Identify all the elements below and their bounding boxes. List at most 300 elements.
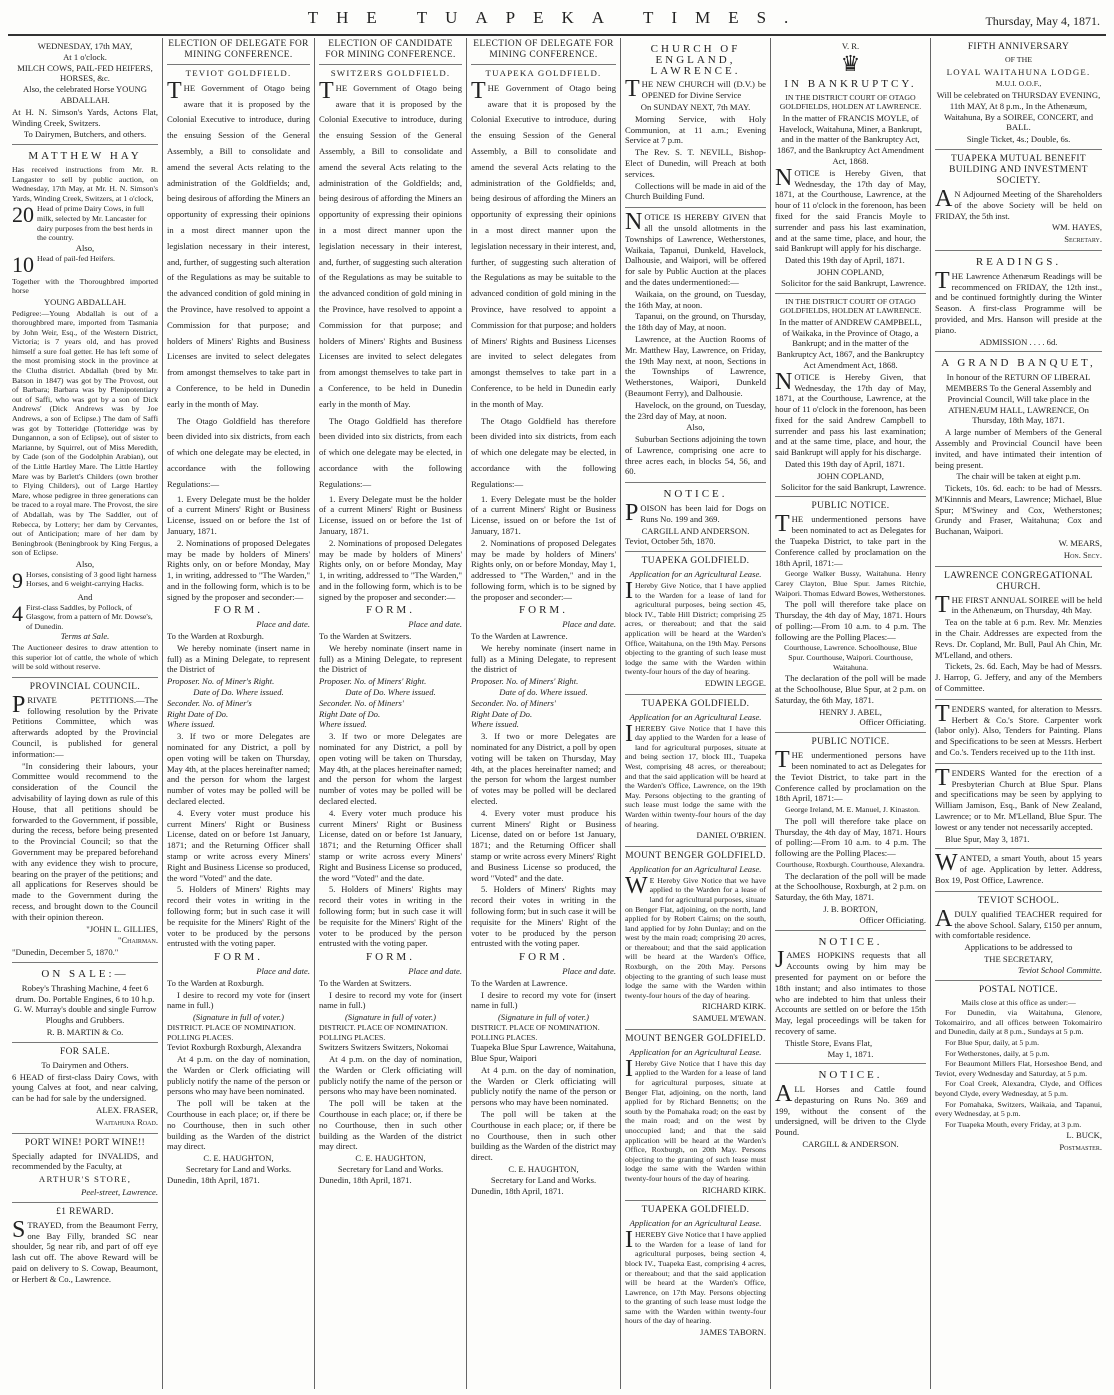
auction-lots: MILCH COWS, PAIL-FED HEIFERS, HORSES, &c. — [17, 62, 153, 84]
signature-title: Teviot School Committe. — [1018, 964, 1102, 975]
ticket-info: Tickets, 2s. 6d. Each, May be had of Messrs. J. Harrop, G. Jeffery, and any of the Members of Committee. — [935, 661, 1102, 694]
signature-title: Officer Officiating. — [859, 914, 926, 925]
notice-text: JAMES HOPKINS requests that all Accounts owing by him may be presented for payment on or before the 18th instant; and also intimates to those who are indebted to him that unless their Accounts are settled on or before the 15th May, legal proceedings will be taken for recovery of same. — [775, 947, 926, 1036]
form-date: Date of Do. Where issued. — [345, 687, 436, 698]
ad-text: Mails close at this office as under:— — [961, 997, 1076, 1007]
store-name: ARTHUR'S STORE, — [38, 1174, 132, 1185]
lot-cows — [12, 204, 158, 242]
sale-lawrence: Lawrence, at the Auction Rooms of Mr. Matthew Hay, Lawrence, on Friday, the 19th May next, at noon, Sections in the Townships of Lawrence, Wetherstones, Waipori, Dunkeld (Beaumont Ferry), and Dalhousie. — [625, 333, 766, 398]
mail-schedule: For Coal Creek, Alexandra, Clyde, and Offices beyond Clyde, every Wednesday, at 5 p.m. — [935, 1079, 1102, 1098]
signature-title: Solicitor for the said Bankrupt, Lawrence. — [781, 481, 926, 492]
form-record: I desire to record my vote for (insert name in full.) — [471, 989, 616, 1011]
regulation-2: 2. Nominations of proposed Delegates may be made by holders of Miners' Rights only, on or before Monday, May 1, addressed to "The Warden," and in the following form, which is to be signed by the proposer and seconder:— — [471, 537, 616, 602]
church-services: Morning Service, with Holy Communion, at 11 a.m.; Evening Service at 7 p.m. — [625, 113, 766, 146]
auction-notice — [12, 38, 158, 145]
church-date: On SUNDAY NEXT, 7th MAY. — [640, 101, 751, 112]
notice-sub: Application for an Agricultural Lease. — [629, 863, 762, 874]
notice-date: "Dunedin, December 5, 1870." — [12, 947, 119, 958]
notice-heading: NOTICE. — [818, 1069, 883, 1082]
column-4 — [466, 38, 620, 1389]
ad-heading: ON SALE:— — [41, 968, 129, 981]
form-proposer: Proposer. No. of Miner's Right. — [167, 676, 275, 687]
signature-title: Hon. Secy. — [1063, 549, 1102, 560]
ad-heading: PORT WINE! PORT WINE!! — [24, 1137, 146, 1148]
notice-date: Teviot, October 5th, 1870. — [625, 536, 716, 547]
signature: JAMES TABORN. — [699, 1327, 766, 1338]
regulation-2: 2. Nominations of proposed Delegates may be made by holders of Miners' Rights only, on or before Monday, May 1, in writing, addressed to "The Warden," and in the following form, which is to be signed by the proposer and seconder:— — [319, 537, 462, 602]
columns — [8, 38, 1106, 1389]
horse-intro: Together with the Thoroughbred imported horse — [12, 276, 158, 296]
signature: JOHN COPLAND, — [817, 470, 884, 481]
notice-heading: ELECTION OF DELEGATE FOR MINING CONFERENCE. — [473, 39, 614, 60]
polling-places: Courthouse, Lawrence. Schoolhouse, Blue Spur. Courthouse, Waipori. Courthouse, Waitahuna. — [784, 643, 917, 672]
lot-number: 9 — [12, 567, 23, 593]
declaration: The declaration of the poll will be made at the Schoolhouse, Blue Spur, at 2 p.m. on Saturday, the 6th May, 1871. — [775, 673, 926, 705]
notice-text: NOTICE is Hereby Given, that Wednesday, the 17th day of May, 1871, at the Courthouse, Lawrence, at the hour of 11 o'clock in the forenoon, has been fixed for the said Andrew Campbell to surrender and pass his last examination; and at the same time, place, and hour, the said Bankrupt will apply for his discharge. — [775, 368, 926, 458]
lot-number: 10 — [12, 251, 34, 277]
signature-title: Solicitor for the said Bankrupt, Lawrence. — [781, 277, 926, 288]
ad-heading: TUAPEKA MUTUAL BENEFIT BUILDING AND INVESTMENT SOCIETY. — [949, 153, 1088, 186]
auction-audience: To Dairymen, Butchers, and others. — [23, 129, 147, 140]
column-7 — [930, 38, 1106, 1389]
form-signature: (Signature in full of voter.) — [344, 1012, 437, 1023]
form-seconder: Seconder. No. of Miners' — [319, 697, 404, 708]
polling-table-row: Switzers Switzers Switzers, Nokomai — [319, 1042, 449, 1053]
notice-text: THE undermentioned persons have been nominated to act as Delegates for the Tuapeka District, to take part in the Conference called by proclamation on the 18th April, 1871:— — [775, 511, 926, 568]
hopkins-notice — [775, 931, 926, 1065]
form-place: Place and date. — [256, 619, 310, 630]
lot-heifers — [12, 251, 158, 277]
ad-heading: LAWRENCE CONGREGATIONAL CHURCH. — [944, 570, 1093, 592]
form-place: Place and date. — [562, 965, 616, 976]
signature: RICHARD KIRK. — [702, 1001, 766, 1012]
auction-instructions: Has received instructions from Mr. R. Langaster to sell by public auction, on Wednesday, 17th May, at Mr. H. N. Simson's Yards, Winding Creek, Switzers, at 1 o'clock, — [12, 164, 158, 203]
poison-notice — [625, 483, 766, 552]
column-2 — [162, 38, 314, 1389]
chair-time: The chair will be taken at eight p.m. — [956, 471, 1081, 482]
signature: "JOHN L. GILLIES, — [86, 923, 158, 934]
ad-text-2: A large number of Members of the General Assembly and Provincial Council have been invited, and have intimated their intention of being present. — [935, 427, 1102, 470]
signature-title: Officer Officiating. — [859, 717, 926, 728]
ad-text: Robey's Thrashing Machine, 4 feet 6 drum. Do. Portable Engines, 6 to 10 h.p. G. W. Murray's double and single Furrow Ploughs and Grubbers. — [13, 982, 157, 1026]
ad-text: TENDERS wanted, for alteration to Messrs. Herbert & Co.'s Store. Carpenter work (labor only). Also, Tenders for Painting. Plans and Specifications to be seen at Messrs. Herbert and Co.'s. Tenders received up to the 11th inst. — [935, 700, 1102, 758]
bankruptcy-campbell — [775, 294, 926, 498]
notice-heading: NOTICE. — [818, 935, 883, 948]
nomination-notice: At 4 p.m. on the day of nomination, the Warden or Clerk officiating will publicly notify the name of the person or persons who may have been nominated. — [167, 1053, 310, 1097]
lot-description: Head of prime Dairy Cows, in full milk, selected by Mr. Lancaster for dairy purposes from the best herds in the country. — [37, 204, 153, 243]
column-3 — [314, 38, 466, 1389]
port-wine-ad — [12, 1134, 158, 1203]
auction-location: At H. N. Simson's Yards, Actons Flat, Winding Creek, Switzers. — [12, 106, 158, 128]
matter: In the matter of ANDREW CAMPBELL, of Waikaka, in the Province of Otago, a Bankrupt; and in the matter of the Bankruptcy Act, 1867, and the Bankruptcy Act Amendment Act, 1868. — [776, 316, 925, 370]
nomination-notice: At 4 p.m. on the day of nomination, the Warden or Clerk officiating will publicly notify the name of the person or persons who may have been nominated. — [319, 1053, 462, 1097]
notice-date: May 1, 1871. — [827, 1048, 874, 1059]
signature-2: SAMUEL M'EWAN. — [692, 1013, 766, 1024]
poll-notice: The poll will be taken at the Courthouse in each place; or, if there be no Courthouse, then in such other building as the Warden of the district may direct. — [471, 1108, 616, 1163]
notice-text: POISON has been laid for Dogs on Runs No. 199 and 369. — [625, 500, 766, 527]
poll-notice: The poll will be taken at the Courthouse in each place; or, if there be no Courthouse, then in such other building as the Warden of the district may direct. — [319, 1098, 462, 1152]
church-text: THE NEW CHURCH will (D.V.) be OPENED for Divine Service — [625, 76, 766, 103]
tenders-herbert — [935, 700, 1102, 764]
poll-details: The poll will therefore take place on Thursday, the 4th day of May, 1871. Hours of polling:—From 10 a.m. to 4 p.m. The following are the Polling Places:— — [775, 815, 926, 859]
notice-heading: TUAPEKA GOLDFIELD. — [641, 1205, 750, 1216]
form-to: To the Warden at Lawrence. — [471, 977, 568, 988]
regulation-4: 4. Every voter must produce his current Miners' Right or Business License, dated on or before 1st January, 1871; and the Returning Officer shall stamp or write across every Miners' Right and Business License so produced, the word "Voted" and the date. — [471, 807, 616, 883]
lodge-name: LOYAL WAITAHUNA LODGE. — [946, 66, 1091, 77]
ticket-prices: Single Ticket, 4s.; Double, 6s. — [966, 134, 1071, 145]
polling-table-row: Tuapeka Blue Spur Lawrence, Waitahuna, Blue Spur, Waipori — [471, 1042, 616, 1063]
signature: WM. HAYES, — [1051, 222, 1102, 233]
lease-kirk-mewan — [625, 847, 766, 1030]
notice-heading: IN BANKRUPTCY. — [784, 77, 917, 90]
ad-of: OF THE — [1005, 55, 1032, 64]
mail-schedule: For Wetherstones, daily, at 5 p.m. — [945, 1048, 1050, 1058]
tenders-church — [935, 764, 1102, 850]
form-place: Place and date. — [408, 619, 462, 630]
ad-text: WANTED, a smart Youth, about 15 years of age. Application by letter. Address, Box 19, Post Office, Lawrence. — [935, 850, 1102, 885]
lodge-order: M.U.I. O.O.F., — [995, 79, 1042, 89]
form-to: To the Warden at Roxburgh. — [167, 977, 264, 988]
form-place: Place and date. — [256, 965, 310, 976]
signature: JOHN COPLAND, — [817, 266, 884, 277]
notice-sub: Application for an Agricultural Lease. — [629, 1047, 762, 1058]
lease-legge — [625, 552, 766, 695]
notice-heading: PUBLIC NOTICE. — [811, 737, 890, 748]
signature: CARGILL & ANDERSON. — [802, 1139, 899, 1150]
ad-text: Will be celebrated on THURSDAY EVENING, 11th MAY, At 8 p.m., In the Athenæum, Waitahuna, By a SOIREE, CONCERT, and BALL. — [936, 89, 1101, 133]
polling-table-head: DISTRICT. PLACE OF NOMINATION. POLLING PLACES. — [319, 1022, 448, 1042]
lease-obrien — [625, 695, 766, 847]
reward-ad — [12, 1203, 158, 1290]
form-to: To the Warden at Switzers. — [319, 631, 412, 642]
notice-text: PRIVATE PETITIONS.—The following resolution by the Private Petitions Committee, which was afterwards adopted by the Provincial Council, is published for general information:— — [12, 691, 158, 759]
form-heading: FORM. — [214, 604, 263, 617]
masthead — [8, 6, 1106, 36]
form-nominate: We hereby nominate (insert name in full) as a Mining Delegate, to represent the District of — [167, 642, 310, 675]
form-place: Place and date. — [408, 965, 462, 976]
lot-horses — [12, 567, 158, 593]
form-signature: (Signature in full of voter.) — [192, 1012, 285, 1023]
ad-heading: TEVIOT SCHOOL. — [977, 895, 1060, 906]
form-proposer: Proposer. No. of Miners' Right. — [319, 676, 427, 687]
regulation-4: 4. Every voter must produce his current Miners' Right or Business License, dated on or before 1st January, 1871; and the Returning Officer shall stamp or write across every Miners' Right and Business License so produced, the word "Voted" and the date. — [167, 807, 310, 883]
column-5 — [620, 38, 770, 1389]
notice-intro: THE Government of Otago being aware that it is proposed by the Colonial Executive to introduce, during the ensuing Session of the General Assembly, a Bill to consolidate and amend the several Acts relating to the administration of the Goldfields; and, being desirous of affording the Miners an opportunity of expressing their opinions in a most direct manner upon the legislation necessary in their interest, and, further, of suggesting such alteration of the Regulations as may be suitable to the advanced condition of gold mining in the Province, have resolved to appoint a Commission for that purpose; and holders of Miners' Rights and Business Licenses are invited to select delegates from amongst themselves to take part in a Conference, to be held in Dunedin early in the month of May. — [167, 77, 310, 409]
mail-schedule: For Tuapeka Mouth, every Friday, at 3 p.m. — [945, 1119, 1082, 1129]
ad-heading: A GRAND BANQUET, — [941, 357, 1096, 370]
notice-heading: MOUNT BENGER GOLDFIELD. — [625, 1034, 766, 1045]
notice-divided: The Otago Goldfield has therefore been divided into six districts, from each of which one delegate may be elected, in accordance with the following Regulations:— — [319, 415, 462, 489]
bankruptcy-moyle — [775, 38, 926, 294]
ad-text: TENDERS Wanted for the erection of a Presbyterian Church at Blue Spur. Plans and specifications may be seen by applying to William Jamison, Esq., Bank of New Zealand, Lawrence; or to Mr. M'Lelland, Blue Spur. The lowest or any tender not necessarily accepted. — [935, 764, 1102, 832]
poll-notice: The poll will be taken at the Courthouse in each place; or, if there be no Courthouse, then in such other building as the Warden of the district may direct. — [167, 1098, 310, 1152]
form-date: Date of do. Where issued. — [499, 687, 588, 698]
form-place: Place and date. — [562, 619, 616, 630]
signature: EDWIN LEGGE. — [704, 678, 766, 688]
teviot-school — [935, 892, 1102, 981]
form-seconder: Seconder. No. of Miner's — [167, 697, 252, 708]
notice-text: NOTICE is Hereby Given, that Wednesday, the 17th day of May, 1871, at the Courthouse, Lawrence, at the hour of 11 o'clock in the forenoon, has been fixed for the said Francis Moyle to surrender and pass his last examination, and at the same time, place, and hour, the said Bankrupt will apply for his discharge. — [775, 164, 926, 254]
form-right: Right Date of Do. — [319, 708, 381, 719]
land-sale-notice — [625, 208, 766, 483]
signature-title: "Chairman. — [117, 935, 158, 946]
polling-places: Courthouse, Roxburgh. Courthouse, Alexandra. — [776, 859, 925, 869]
notice-heading: ELECTION OF DELEGATE FOR MINING CONFERENCE. — [168, 39, 309, 60]
ad-signature: R. B. MARTIN & Co. — [46, 1027, 124, 1037]
notice-heading: PUBLIC NOTICE. — [811, 501, 890, 512]
ad-text-2: Applications to be addressed to — [964, 942, 1073, 953]
ad-text: THE Lawrence Athenæum Readings will be recommenced on FRIDAY, the 12th inst., and be continued fortnightly during the Winter Season. A first-class Programme will be provided, and Mrs. Hanson will preside at the piano. — [935, 267, 1102, 335]
court-name: IN THE DISTRICT COURT OF OTAGO GOLDFIELDS, HOLDEN AT LAWRENCE. — [779, 92, 922, 112]
hay-auction — [12, 145, 158, 678]
ad-heading: £1 REWARD. — [56, 1206, 114, 1217]
lease-kirk — [625, 1030, 766, 1201]
form-to: To the Warden at Roxburgh. — [167, 631, 264, 642]
notice-date: Dated this 19th day of April, 1871. — [785, 255, 905, 266]
matter: In the matter of FRANCIS MOYLE, of Havelock, Waitahuna, Miner, a Bankrupt, and in the matter of the Bankruptcy Act, 1867, and the Bankruptcy Act Amendment Act, 1868. — [776, 112, 925, 166]
notice-sub: Application for an Agricultural Lease. — [629, 1218, 762, 1229]
signature: C. E. HAUGHTON, — [508, 1163, 579, 1174]
signature-title: Secretary. — [1064, 234, 1102, 245]
building-society-notice — [935, 150, 1102, 251]
declaration: The declaration of the poll will be made at the Schoolhouse, Roxburgh, at 2 p.m. on Saturday, the 6th May, 1871. — [775, 870, 926, 903]
lease-taborn — [625, 1201, 766, 1343]
notice-heading: MOUNT BENGER GOLDFIELD. — [625, 850, 766, 861]
public-notice-teviot — [775, 733, 926, 930]
form-heading: FORM. — [519, 951, 568, 964]
form-nominate: We hereby nominate (insert name in full) as a Mining Delegate, to represent the district of — [471, 642, 616, 675]
regulation-2: 2. Nominations of proposed Delegates may be made by holders of Miners' Rights only, on or before Monday, May 1, in writing, addressed to "The Warden," and in the following form, which is to be signed by the proposer and seconder:— — [167, 537, 310, 602]
notice-text: THE undermentioned persons have been nominated to act as Delegates for the Teviot District, to take part in the Conference called by proclamation on the 18th April, 1871:— — [775, 747, 926, 804]
notice-text: NOTICE IS HEREBY GIVEN that all the unsold allotments in the Townships of Lawrence, Wetherstones, Waikaia, Tapanui, Dunkeld, Havelock, Dalhousie, and Waipori, will be offered for sale by Public Auction at the places and the dates undermentioned:— — [625, 209, 766, 287]
signature: HENRY J. ABEL, — [819, 706, 882, 717]
church-notice — [625, 38, 766, 208]
regulation-3: 3. If two or more Delegates are nominated for any District, a poll by open voting will be taken on Thursday, May 4th, at the places hereinafter named; and the person for whom the largest number of votes may be polled will be declared elected. — [471, 731, 616, 807]
ad-text-2: Tea on the table at 6 p.m. Rev. Mr. Menzies in the Chair. Addresses are expected from the Revs. Dr. Copland, Mr. Bull, Paul Ah Chin, Mr. M'Lelland, and others. — [935, 617, 1102, 660]
ad-heading: POSTAL NOTICE. — [979, 984, 1058, 995]
notice-heading: TUAPEKA GOLDFIELD. — [641, 698, 750, 709]
ad-heading: READINGS. — [975, 255, 1062, 268]
admission: ADMISSION . . . . 6d. — [979, 336, 1058, 347]
column-6 — [770, 38, 930, 1389]
notice-quote: "In considering their labours, your Committee would recommend to the consideration of the Council the advisability of laying down as rule of this House, that all petitions should be forwarded to the Government, if possible, during the recess, before being presented to the Provincial Council; so that the Government may be prepared beforehand with any evidence they wish to procure, bearing on the prayer of the petitions; and all applications for Reserves should be made to the Government during the recess, and brought down to the Council with their opinion thereon. — [12, 760, 158, 922]
lot-number: 20 — [12, 202, 34, 228]
polling-table-head: DISTRICT. PLACE OF NOMINATION. POLLING PLACES. — [471, 1022, 600, 1042]
form-heading: FORM. — [366, 604, 415, 617]
signature: RICHARD KIRK. — [702, 1184, 766, 1195]
form-right: Right Date of Do. — [471, 708, 533, 719]
form-record: I desire to record my vote for (insert name in full.) — [319, 989, 462, 1011]
also-label: Also, — [75, 242, 95, 253]
store-location: Peel-street, Lawrence. — [81, 1186, 158, 1197]
ad-text: In honour of the RETURN OF LIBERAL MEMBERS To the General Assembly and Provincial Council, Will take place in the ATHENÆUM HALL, LAWRENCE, On Thursday, 18th May, 1871. — [945, 372, 1092, 426]
horse-name: YOUNG ABDALLAH. — [43, 296, 127, 307]
ticket-info: Tickets, 10s. 6d. each: to be had of Messrs. M'Kinnnis and Mears, Lawrence; Michael, Blue Spur; M'Swiney and Cox, Wetherstones; Grundy and Fraser, Waitahuna; Cox and Buchanan, Waipori. — [935, 483, 1102, 537]
notice-intro: THE Government of Otago being aware that it is proposed by the Colonial Executive to introduce, during the ensuing Session of the General Assembly, a Bill to consolidate and amend the several Acts relating to the administration of the Goldfields; and, being desirous of affording the Miners an opportunity of expressing their opinions in a most direct manner upon the legislation necessary in their interest, and, further, of suggesting such alteration of the Regulations as may be suitable to the advanced condition of gold mining in the Province, have resolved to appoint a Commission for that purpose; and holders of Miners' Rights and Business Licenses are invited to select delegates from amongst themselves to take part in a Conference, to be held in Dunedin early in the month of May. — [319, 77, 462, 409]
form-date: Date of Do. Where issued. — [193, 687, 284, 698]
notice-text: IHereby Give Notice, that I have applied to the Warden for a lease of land for agricultural purposes, being section 45, block IV., Table Hill District; comprising 25 acres, or thereabout; and that the said application will be heard at the Warden's Office, Waitahuna, on the 19th May. Persons objecting to the granting of such lease must lodge the same with the Warden within twenty-four hours of the day of hearing. — [625, 578, 766, 677]
lot-description: First-class Saddles, by Pollock, of Glasgow, from a pattern of Mr. Dowse's, of Dunedin. — [26, 602, 153, 631]
notice-heading: TUAPEKA GOLDFIELD. — [641, 556, 750, 567]
notice-text: IHEREBY Give Notice that I have applied to the Warden for a lease of land for agricultural purposes, being section 4, block IV., Tuapeka East, comprising 4 acres, or thereabout; and that the said application will be heard at the Warden's Office, Lawrence, on 17th May. Persons objecting to the granting of such lease must lodge the same with the Warden within twenty-four hours of the day of hearing. — [625, 1227, 766, 1326]
district-name: TUAPEKA GOLDFIELD. — [485, 68, 602, 78]
mail-schedule: For Dunedin, via Waitahuna, Glenore, Tokomairiro, and all offices between Tokomairiro and Dunedin, daily at 8 p.m., Sundays at 5 p.m. — [935, 1008, 1102, 1037]
postal-notice — [935, 981, 1102, 1158]
sale-waikaia: Waikaia, on the ground, on Tuesday, the 16th May, at noon. — [625, 288, 766, 310]
sale-havelock: Havelock, on the ground, on Tuesday, the 23rd day of May, at noon. — [625, 399, 766, 421]
delegate-names: George Ireland, M. E. Manuel, J. Kinaston. — [785, 805, 920, 815]
notice-text: ALL Horses and Cattle found depasturing on Runs No. 369 and 199, without the consent of the undersigned, will be driven to the Clyde Pound. — [775, 1081, 926, 1138]
notice-heading: NOTICE. — [663, 488, 728, 501]
also-label: Also, — [686, 422, 705, 433]
form-signature: (Signature in full of voter.) — [497, 1012, 590, 1023]
for-sale-ad — [12, 1043, 158, 1134]
regulation-5: 5. Holders of Miners' Rights may record their votes in writing in the following form; but in such case it will be requisite for the Miners' Right of the voter to be produced by the person entrusted with the voting paper. — [471, 884, 616, 949]
column-1 — [8, 38, 162, 1389]
notice-text: WE Hereby Give Notice that we have applied to the Warden for a lease of land for agricultural purposes, situate on Benger Flat, adjoining, on the north, land applied for by Robert Cairns; on the south, land applied for by John Dunlay; and on the west by the main road; comprising 20 acres, or thereabout; and that the said application will be heard at the Warden's Office, Roxburgh, on the 20th May. Persons objecting to the granting of such lease must lodge the same with the Warden within twenty-four hours of the day of hearing. — [625, 872, 766, 1000]
regulation-3: 3. If two or more Delegates are nominated for any District, a poll by open voting will be taken on Thursday, May 4th, at the places hereinafter named; and the person for whom the largest number of votes may be polled will be declared elected. — [319, 731, 462, 807]
ad-text: ADULY qualified TEACHER required for the above School. Salary, £150 per annum, with comfortable residence. — [935, 905, 1102, 941]
signature-title: Secretary for Land and Works. — [185, 1163, 292, 1174]
auction-horse: Also, the celebrated Horse YOUNG ABDALLAH. — [22, 84, 147, 105]
regulation-1: 1. Every Delegate must be the holder of a current Miners' Right or Business License, issued on or before the 1st of January, 1871. — [167, 493, 310, 536]
newspaper-title: THE TUAPEKA TIMES. — [307, 8, 807, 27]
notice-date: Dunedin, 18th April, 1871. — [319, 1174, 412, 1185]
signature: L. BUCK, — [1066, 1130, 1102, 1141]
form-heading: FORM. — [519, 604, 568, 617]
regulation-5: 5. Holders of Miners' Rights may record their votes in writing in the following form; but in such case it will be requisite for the Miners' Right of the voter to be produced by the person entrusted with the voting paper. — [319, 884, 462, 949]
regulation-3: 3. If two or more Delegates are nominated for any District, a poll by open voting will be taken on Thursday, May 4th, at the places hereinafter named; and the person for whom the largest number of votes may be polled will be declared elected. — [167, 731, 310, 807]
form-heading: FORM. — [366, 951, 415, 964]
notice-place: Thistle Store, Evans Flat, — [785, 1037, 873, 1048]
signature-title: Postmaster. — [1059, 1142, 1102, 1153]
form-where: Where issued. — [471, 719, 519, 730]
notice-intro: THE Government of Otago being aware that it is proposed by the Colonial Executive to introduce, during the ensuing Session of the General Assembly, a Bill to consolidate and amend the several Acts relating to the administration of the Goldfields; and, being desirous of affording the Miners an opportunity of expressing their opinions in a most direct manner upon the legislation necessary in their interest, and, further, of suggesting such alteration of the Regulations as may be suitable to the advanced condition of gold mining in the Province, have resolved to appoint a Commission for that purpose; and holders of Miners' Rights and Business Licenses are invited to select delegates from amongst themselves to take part in a Conference, to be held in Dunedin early in the month of May. — [471, 77, 616, 409]
notice-text: IHEREBY Give Notice that I have this day applied to the Warden for a lease of land for agricultural purposes, situate at and being section 17, block III., Tuapeka West, comprising 48 acres, or thereabout; and that the said application will be heard at the Warden's Office, Lawrence, on the 19th May. Persons objecting to the granting of such lease must lodge the same with the Warden within twenty-four hours of the day of hearing. — [625, 720, 766, 829]
notice-divided: The Otago Goldfield has therefore been divided into six districts, from each of which one delegate may be elected, in accordance with the following Regulations:— — [167, 415, 310, 489]
signature-title: Secretary for Land and Works. — [337, 1163, 444, 1174]
form-where: Where issued. — [319, 719, 367, 730]
ad-date: Blue Spur, May 3, 1871. — [945, 833, 1030, 844]
signature-title: Secretary for Land and Works. — [490, 1174, 597, 1185]
form-to: To the Warden at Lawrence. — [471, 631, 568, 642]
signature: C. E. HAUGHTON, — [355, 1153, 426, 1164]
ad-heading: FIFTH ANNIVERSARY — [967, 42, 1070, 52]
and-label: And — [77, 591, 93, 602]
form-right: Right Date of Do. — [167, 708, 229, 719]
ad-text: 6 HEAD of first-class Dairy Cows, with young Calves at foot, and near calving, can be had for sale by the undersigned. — [12, 1071, 158, 1104]
lot-description: Horses, consisting of 3 good light harness Horses, and 6 weight-carrying Hacks. — [26, 569, 157, 589]
lot-description: Head of pail-fed Heifers. — [37, 253, 115, 263]
terms: Terms at Sale. — [60, 631, 110, 642]
lodge-anniversary — [935, 38, 1102, 150]
public-notice-tuapeka — [775, 497, 926, 733]
ad-text: THE FIRST ANNUAL SOIREE will be held in the Athenæum, on Thursday, 4th May. — [935, 591, 1102, 618]
auction-date: WEDNESDAY, 17th MAY, — [37, 41, 133, 51]
form-heading: FORM. — [214, 951, 263, 964]
ad-signature: ALEX. FRASER, — [96, 1104, 158, 1115]
form-proposer: Proposer. No. of Miners' Right. — [471, 676, 579, 687]
church-heading: CHURCH OF ENGLAND, LAWRENCE. — [650, 43, 741, 77]
wanted-youth — [935, 849, 1102, 891]
issue-date: Thursday, May 4, 1871. — [985, 14, 1100, 28]
readings-notice — [935, 251, 1102, 352]
notice-date: Dunedin, 18th April, 1871. — [167, 1174, 260, 1185]
court-name: IN THE DISTRICT COURT OF OTAGO GOLDFIELDS, HOLDEN AT LAWRENCE. — [779, 296, 922, 316]
church-collections: Collections will be made in aid of the Church Building Fund. — [625, 180, 766, 202]
poll-details: The poll will therefore take place on Thursday, the 4th day of May, 1871. Hours of polling:—From 10 a.m. to 4 p.m. The following are the Polling Places:— — [775, 599, 926, 642]
ad-text: STRAYED, from the Beaumont Ferry, one Bay Filly, branded SC near shoulder, 5g near rib, and part of off eye lash cut off. The above Reward will be paid on delivery to S. Cowap, Beaumont, or Herbert & Co., Lawrence. — [12, 1216, 158, 1284]
signature: W. MEARS, — [1058, 538, 1102, 549]
district-name: SWITZERS GOLDFIELD. — [330, 68, 451, 78]
auctioneer-name: MATTHEW HAY — [28, 150, 142, 163]
form-where: Where issued. — [167, 719, 215, 730]
notice-heading: ELECTION OF CANDIDATE FOR MINING CONFERENCE. — [325, 39, 456, 60]
notice-text: IHereby Give Notice that I have this day applied to the Warden for a lease of land for agricultural purposes, situate at Benger Flat, adjoining, on the north, land applied for by Richard Bennetts; on the south by the Pomahaka road; on the east by the main road; and on the west by unoccupied land; and that the said application will be heard at the Warden's Office, Roxburgh, on 20th May. Persons objecting to the granting of such lease must lodge the same with the Warden within twenty-four hours of the day of hearing. — [625, 1055, 766, 1183]
lot-number: 4 — [12, 600, 23, 626]
signature: THE SECRETARY, — [984, 953, 1053, 964]
mail-schedule: For Pomahaka, Switzers, Waikaia, and Tapanui, every Wednesday, at 5 p.m. — [935, 1099, 1102, 1119]
ad-text: Specially adapted for INVALIDS, and recommended by the Faculty, at — [12, 1150, 158, 1172]
nomination-notice: At 4 p.m. on the day of nomination, the Warden or Clerk officiating will publicly notify the name of the person or persons who may have been nominated. — [471, 1064, 616, 1108]
royal-cipher: V. R. — [841, 41, 860, 51]
ad-text: AN Adjourned Meeting of the Shareholders of the above Society will be held on FRIDAY, the 5th inst. — [935, 185, 1102, 221]
lot-saddles — [12, 600, 158, 632]
horse-pedigree: Pedigree:—Young Abdallah is out of a thoroughbred mare, imported from Tasmania by John Weir, Esq., of the Western District, Victoria; is 7 years old, and has proved himself a sure foal getter. He has left some of the most promising stock in the province at the Clutha district. Abdallah (bred by Mr. Batson in 1847) was got by The Provost, out of Barbara; Barbara was by Plenipotentiary out of Saffi, who was got by a son of Dick Andrews' (Dick Andrews was by Joe Andrews, a son of Eclipse.) The dam of Saffi was got by Totteridge (Totteridge was by Dungannon, a son of Eclipse), out of sister to Marianne, by Squirrel, out of Miss Meredith, by Cade (son of the Godolphin Arabian), out of the Little Hartley Mare. The Little Hartley Mare was by Barlett's Childers (own brother to Flying Childers), out of Large Hartley Mare, whose pedigree in three generations can be traced to a royal mare. The Provost, the sire of Abdallah, was by The Saddler, out of Rebecca, by Lottery; her dam by Cervantes, out of Anticipation; mare of her dam by Beningbrook (Beningbrook by King Fergus, a son of Eclipse. — [12, 308, 158, 558]
form-seconder: Seconder. No. of Miners' — [471, 697, 556, 708]
royal-crest-icon: ♛ — [840, 50, 861, 76]
regulation-4: 4. Every voter much produce his current Miners' Right or Business License, dated on or before 1st January, 1871; and the Returning Officer shall stamp or write across every Miners' Right and Business License so produced, the word "Voted" and the date. — [319, 807, 462, 883]
auction-time: At 1 o'clock. — [63, 51, 107, 62]
notice-sub: Application for an Agricultural Lease. — [629, 711, 762, 722]
notice-divided: The Otago Goldfield has therefore been divided into six districts, from each of which one delegate may be elected, in accordance with the following Regulations:— — [471, 415, 616, 489]
cattle-notice — [775, 1064, 926, 1154]
signature: DANIEL O'BRIEN. — [696, 830, 766, 841]
provincial-council-notice — [12, 678, 158, 963]
regulation-1: 1. Every Delegate must be the holder of a current Miners' Right or Business License, issued on or before the 1st of January, 1871. — [471, 493, 616, 536]
signature: C. E. HAUGHTON, — [203, 1153, 274, 1164]
notice-date: Dunedin, 18th April, 1871. — [471, 1185, 564, 1196]
notice-sub: Application for an Agricultural Lease. — [629, 569, 762, 580]
regulation-5: 5. Holders of Miners' Rights may record their votes in writing in the following form; but in such case it will be requisite for the Miners' Right of the voter to be produced by the persons entrusted with the voting paper. — [167, 884, 310, 949]
on-sale-ad — [12, 963, 158, 1043]
polling-table-head: DISTRICT. PLACE OF NOMINATION. POLLING PLACES. — [167, 1022, 296, 1042]
congregational-soiree — [935, 567, 1102, 700]
signature: J. B. BORTON, — [823, 903, 878, 914]
banquet-notice — [935, 352, 1102, 566]
form-to: To the Warden at Switzers. — [319, 977, 412, 988]
sale-tapanui: Tapanui, on the ground, on Thursday, the 18th day of May, at noon. — [625, 311, 766, 333]
ad-heading: FOR SALE. — [60, 1046, 110, 1057]
mail-schedule: For Beaumont Millers Flat, Horseshoe Bend, and Teviot, every Wednesday and Saturday, at 5 p.m. — [935, 1059, 1102, 1078]
form-record: I desire to record my vote for (insert name in full.) — [167, 989, 310, 1011]
delegate-names: George Walker Bussy, Waitahuna. Henry Carey Clayton, Blue Spur. James Ritchie, Waipori. Thomas Edward Bowes, Wetherstones. — [775, 569, 926, 598]
notice-date: Dated this 19th day of April, 1871. — [785, 459, 905, 470]
sale-suburban: Suburban Sections adjoining the town of Lawrence, comprising one acre to three acres each, in blocks 54, 56, and 60. — [625, 434, 766, 477]
ad-location: Waitahuna Road. — [95, 1116, 158, 1127]
notice-heading: PROVINCIAL COUNCIL. — [29, 681, 141, 692]
mail-schedule: For Blue Spur, daily, at 5 p.m. — [945, 1037, 1040, 1047]
regulation-1: 1. Every Delegate must be the holder of a current Miners' Right or Business License, issued on or before the 1st of January, 1871. — [319, 493, 462, 536]
form-nominate: We hereby nominate (insert name in full) as a Mining Delegate, to represent the District of — [319, 642, 462, 675]
also-label: Also, — [75, 558, 95, 569]
ad-subheading: To Dairymen and Others. — [41, 1059, 129, 1070]
district-name: TEVIOT GOLDFIELD. — [185, 68, 292, 78]
signature: CARGILL AND ANDERSON. — [641, 525, 750, 536]
church-preacher: The Rev. S. T. NEVILL, Bishop-Elect of Dunedin, will Preach at both services. — [625, 147, 766, 179]
auctioneer-note: The Auctioneer desires to draw attention to this superior lot of cattle, the whole of which will be sold without reserve. — [12, 643, 158, 672]
polling-table-row: Teviot Roxburgh Roxburgh, Alexandra — [167, 1042, 302, 1053]
